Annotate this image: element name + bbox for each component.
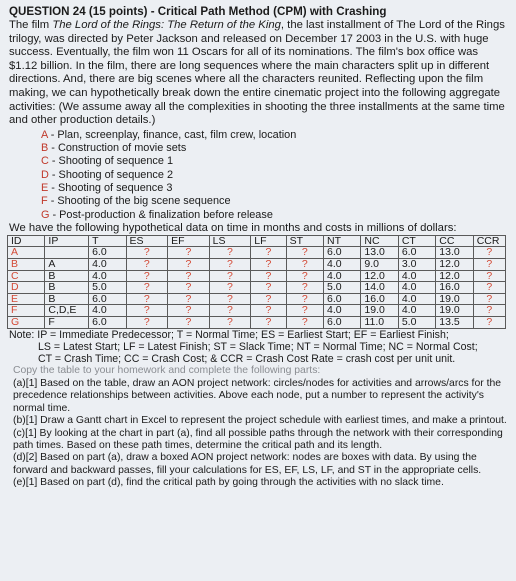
- table-cell: 4.0: [89, 270, 126, 282]
- activity-id-cell: D: [8, 282, 45, 294]
- question-title: QUESTION 24 (15 points) - Critical Path Method (CPM) with Crashing: [9, 5, 387, 18]
- activity-id-cell: A: [8, 247, 45, 259]
- table-cell: ?: [286, 282, 323, 294]
- header-cell: ST: [286, 235, 323, 247]
- table-cell: 13.5: [436, 316, 473, 328]
- table-cell: B: [45, 282, 89, 294]
- table-cell: ?: [286, 293, 323, 305]
- film-title: The Lord of the Rings: The Return of the King: [52, 19, 281, 31]
- table-row: [8, 305, 506, 317]
- table-cell: 19.0: [361, 305, 398, 317]
- part-d: (d)[2] Based on part (a), draw a boxed AON project network: nodes are boxes with data. By using the forward and backward passes, fill your calculations for ES, EF, LS, LF, and ST in the appropriate cells.: [13, 452, 482, 476]
- table-row: [8, 316, 506, 328]
- table-cell: 19.0: [436, 293, 473, 305]
- table-cell: 12.0: [436, 259, 473, 271]
- header-cell: CT: [398, 235, 435, 247]
- intro-post: , the last installment of The Lord of the Rings trilogy, was directed by Peter Jackson and released on December 17 2003 in the U.S. with huge success. Eventually, the film won 11 Oscars for all of its nominations. The film's box office was $1.12 billion. In the film, there are long sequences where the main characters split up in different directions. And, there are big scenes where all the characters reunited. Reflecting upon the film making, we can hypothetically break down the entire cinematic project into the following aggregate activities: (We assume away all the complexities in shooting the three installments at the same time and other production details.): [9, 19, 505, 127]
- table-row: [8, 247, 506, 259]
- table-cell: ?: [251, 305, 286, 317]
- activity-id-cell: C: [8, 270, 45, 282]
- table-cell: ?: [286, 247, 323, 259]
- table-cell: 3.0: [398, 259, 435, 271]
- table-row: [8, 270, 506, 282]
- table-cell: 6.0: [324, 293, 361, 305]
- table-cell: F: [45, 316, 89, 328]
- table-cell: ?: [209, 305, 251, 317]
- table-cell: 6.0: [89, 247, 126, 259]
- table-cell: ?: [126, 293, 168, 305]
- table-cell: ?: [473, 259, 505, 271]
- table-cell: ?: [251, 293, 286, 305]
- table-cell: B: [45, 270, 89, 282]
- activity-item: A - Plan, screenplay, finance, cast, film crew, location: [41, 128, 297, 141]
- table-cell: 11.0: [361, 316, 398, 328]
- part-c: (c)[1] By looking at the chart in part (a), find all possible paths through the network with their corresponding path times. Based on these path times, determine the critical path and its length.: [13, 427, 503, 451]
- table-row: [8, 293, 506, 305]
- table-cell: ?: [473, 247, 505, 259]
- table-cell: 14.0: [361, 282, 398, 294]
- table-intro: We have the following hypothetical data on time in months and costs in millions of dollars:: [9, 221, 457, 234]
- table-cell: 9.0: [361, 259, 398, 271]
- header-cell: LF: [251, 235, 286, 247]
- intro-pre: The film: [9, 19, 53, 31]
- header-cell: CC: [436, 235, 473, 247]
- table-cell: 13.0: [436, 247, 473, 259]
- copy-instruction: Copy the table to your homework and complete the following parts:: [13, 365, 321, 377]
- table-row: [8, 259, 506, 271]
- table-cell: ?: [168, 305, 210, 317]
- table-cell: 4.0: [89, 259, 126, 271]
- table-cell: 12.0: [436, 270, 473, 282]
- table-cell: 4.0: [398, 293, 435, 305]
- table-cell: 4.0: [324, 305, 361, 317]
- header-cell: NC: [361, 235, 398, 247]
- table-cell: 13.0: [361, 247, 398, 259]
- table-cell: ?: [168, 293, 210, 305]
- table-cell: 12.0: [361, 270, 398, 282]
- part-a: (a)[1] Based on the table, draw an AON project network: circles/nodes for activities and arrows/arcs for the precedence relationships between activities. Above each node, put a number to represent the activity's normal time.: [13, 377, 502, 414]
- activity-item: B - Construction of movie sets: [41, 142, 187, 155]
- table-cell: ?: [126, 305, 168, 317]
- table-cell: ?: [168, 270, 210, 282]
- header-cell: IP: [45, 235, 89, 247]
- table-cell: ?: [251, 316, 286, 328]
- table-cell: ?: [168, 247, 210, 259]
- table-cell: 4.0: [398, 305, 435, 317]
- table-row: [8, 282, 506, 294]
- table-cell: 16.0: [361, 293, 398, 305]
- table-cell: ?: [209, 282, 251, 294]
- table-cell: ?: [251, 259, 286, 271]
- table-cell: ?: [209, 247, 251, 259]
- table-cell: [45, 247, 89, 259]
- table-cell: ?: [286, 259, 323, 271]
- activity-id-cell: G: [8, 316, 45, 328]
- activity-item: C - Shooting of sequence 1: [41, 155, 174, 168]
- header-cell: CCR: [473, 235, 505, 247]
- header-cell: NT: [324, 235, 361, 247]
- table-cell: 5.0: [398, 316, 435, 328]
- table-cell: C,D,E: [45, 305, 89, 317]
- table-cell: 6.0: [324, 316, 361, 328]
- note-line: Note: IP = Immediate Predecessor; T = Normal Time; ES = Earliest Start; EF = Earliest Finish;: [9, 328, 449, 341]
- table-cell: B: [45, 293, 89, 305]
- table-cell: ?: [126, 282, 168, 294]
- table-cell: 16.0: [436, 282, 473, 294]
- table-cell: ?: [168, 316, 210, 328]
- activity-item: D - Shooting of sequence 2: [41, 168, 174, 181]
- table-cell: 6.0: [89, 316, 126, 328]
- table-cell: ?: [251, 270, 286, 282]
- table-cell: ?: [251, 247, 286, 259]
- header-cell: EF: [168, 235, 210, 247]
- activity-list: [41, 129, 509, 222]
- table-cell: 4.0: [324, 270, 361, 282]
- question-parts: [9, 365, 509, 489]
- intro-paragraph: [9, 19, 509, 128]
- table-cell: ?: [209, 293, 251, 305]
- table-cell: ?: [286, 305, 323, 317]
- activity-item: F - Shooting of the big scene sequence: [41, 195, 231, 208]
- header-cell: ID: [8, 235, 45, 247]
- table-cell: 4.0: [398, 282, 435, 294]
- table-cell: 4.0: [324, 259, 361, 271]
- table-cell: ?: [473, 305, 505, 317]
- activity-item: G - Post-production & finalization before release: [41, 208, 273, 221]
- table-cell: ?: [473, 270, 505, 282]
- table-body: [8, 247, 506, 328]
- header-cell: LS: [209, 235, 251, 247]
- table-header-row: [8, 235, 506, 247]
- table-cell: 19.0: [436, 305, 473, 317]
- table-cell: 6.0: [89, 293, 126, 305]
- activity-item: E - Shooting of sequence 3: [41, 181, 173, 194]
- table-cell: ?: [126, 270, 168, 282]
- table-cell: ?: [209, 259, 251, 271]
- table-cell: ?: [126, 247, 168, 259]
- table-cell: ?: [286, 270, 323, 282]
- header-cell: ES: [126, 235, 168, 247]
- part-b: (b)[1] Draw a Gantt chart in Excel to represent the project schedule with earliest times, and make a printout.: [13, 415, 507, 427]
- table-cell: ?: [473, 282, 505, 294]
- table-cell: ?: [473, 316, 505, 328]
- note-line: LS = Latest Start; LF = Latest Finish; ST = Slack Time; NT = Normal Time; NC = Normal Cost;: [38, 340, 478, 353]
- table-cell: ?: [473, 293, 505, 305]
- table-cell: ?: [168, 259, 210, 271]
- table-cell: ?: [126, 316, 168, 328]
- table-cell: 6.0: [398, 247, 435, 259]
- header-cell: T: [89, 235, 126, 247]
- table-cell: ?: [168, 282, 210, 294]
- activity-data-table: [7, 235, 506, 329]
- table-cell: ?: [209, 316, 251, 328]
- table-cell: 4.0: [89, 305, 126, 317]
- table-cell: ?: [126, 259, 168, 271]
- table-cell: A: [45, 259, 89, 271]
- table-cell: ?: [209, 270, 251, 282]
- table-cell: ?: [286, 316, 323, 328]
- table-cell: 4.0: [398, 270, 435, 282]
- part-e: (e)[1] Based on part (d), find the critical path by going through the activities with no slack time.: [13, 477, 444, 489]
- table-note: [9, 329, 509, 366]
- note-line: CT = Crash Time; CC = Crash Cost; & CCR = Crash Cost Rate = crash cost per unit unit.: [38, 353, 456, 366]
- table-cell: 5.0: [324, 282, 361, 294]
- activity-id-cell: B: [8, 259, 45, 271]
- table-cell: 5.0: [89, 282, 126, 294]
- table-cell: 6.0: [324, 247, 361, 259]
- table-cell: ?: [251, 282, 286, 294]
- activity-id-cell: F: [8, 305, 45, 317]
- activity-id-cell: E: [8, 293, 45, 305]
